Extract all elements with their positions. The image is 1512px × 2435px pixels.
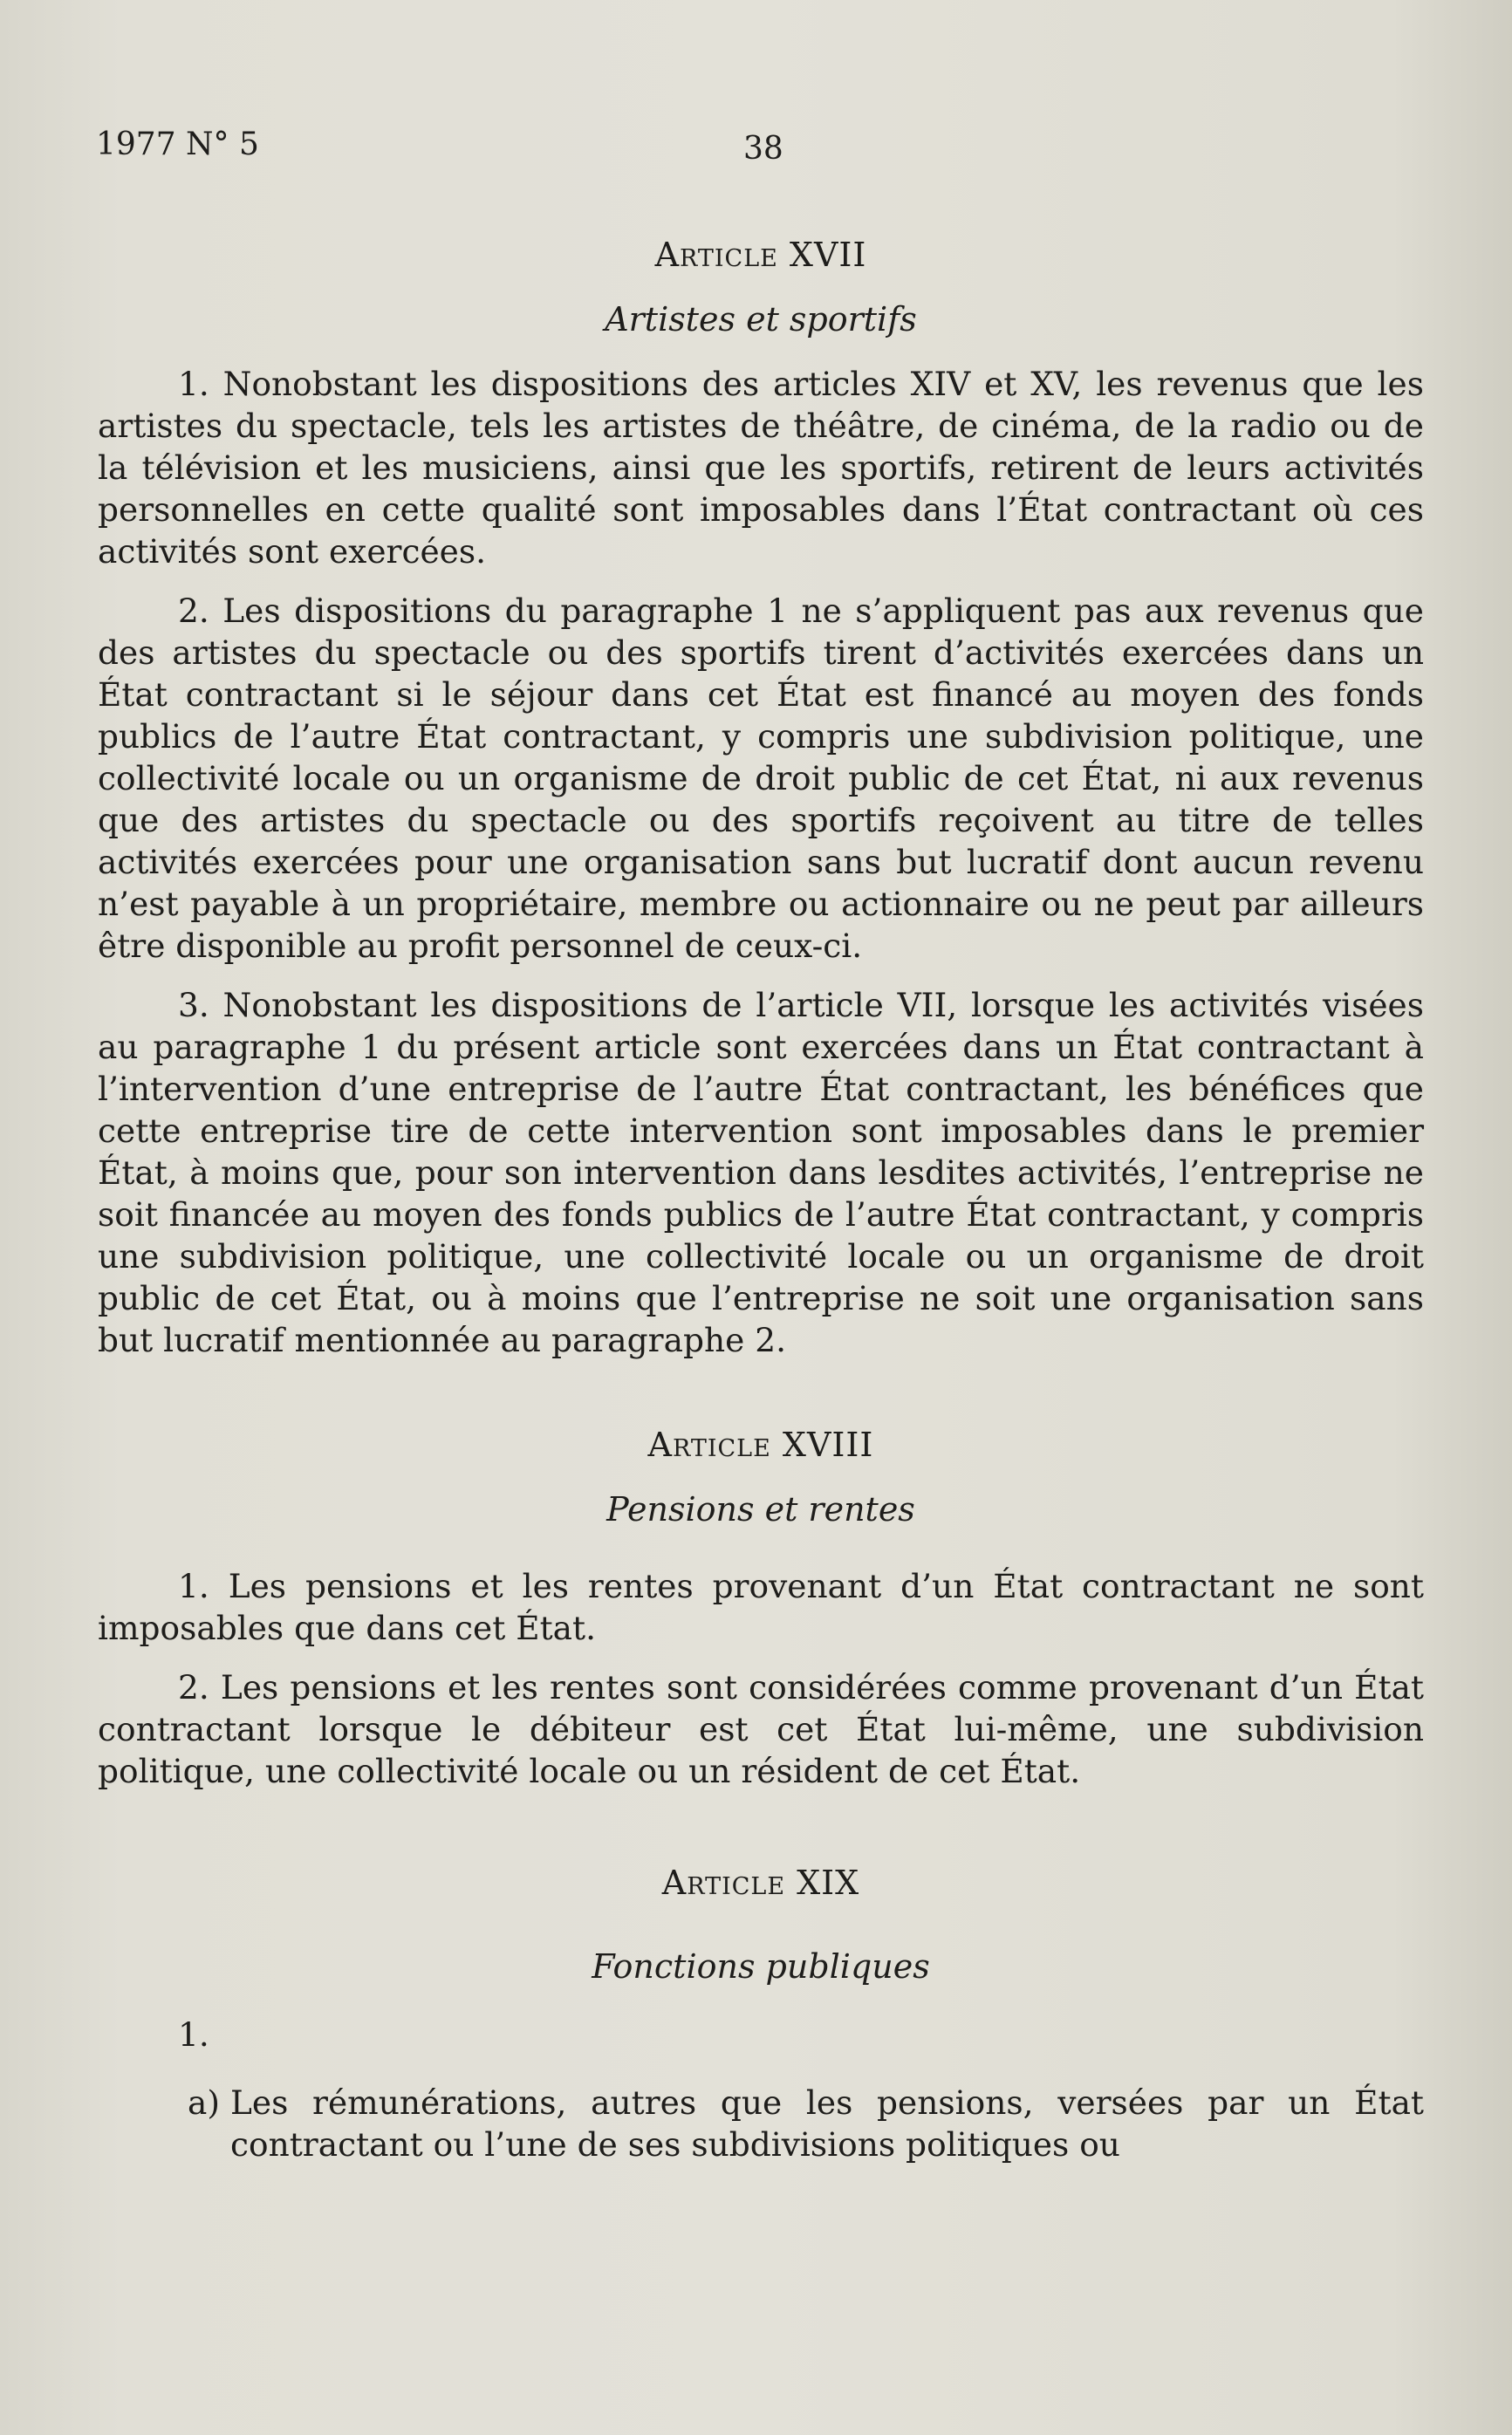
paragraph: 2. Les dispositions du paragraphe 1 ne s’appliquent pas aux revenus que des artistes du spectacle ou des sportifs tirent d’activités exercées dans un État contractant si le séjour dans cet État est financé au moyen des fonds publics de l’autre État contractant, y compris une subdivision politique, une collectivité locale ou un organisme de droit public de cet État, ni aux revenus que des artistes du spectacle ou des sportifs reçoivent au titre de telles activités exercées pour une organisation sans but lucratif dont aucun revenu n’est payable à un propriétaire, membre ou actionnaire ou ne peut par ailleurs être disponible au profit personnel de ceux-ci. xyxy=(98,592,1424,965)
page-header xyxy=(96,127,1422,179)
article-subtitle: Fonctions publiques xyxy=(592,1947,930,1986)
article-heading: Article XVII xyxy=(654,236,867,274)
year-number: 1977 N° 5 xyxy=(96,127,259,162)
article-heading: Article XVIII xyxy=(647,1426,874,1464)
paragraph: 1. Nonobstant les dispositions des articles XIV et XV, les revenus que les artistes du spectacle, tels les artistes de théâtre, de cinéma, de la radio ou de la télévision et les musiciens, ainsi que les sportifs, retirent de leurs activités personnelles en cette qualité sont imposables dans l’État contractant où ces activités sont exercées. xyxy=(98,365,1424,571)
item-number: 1. xyxy=(178,2015,209,2054)
article-heading: Article XIX xyxy=(661,1864,860,1902)
document-body xyxy=(98,234,1424,2165)
article-subtitle: Artistes et sportifs xyxy=(605,300,917,339)
page-number: 38 xyxy=(743,131,783,167)
paragraph: 3. Nonobstant les dispositions de l’article VII, lorsque les activités visées au paragraphe 1 du présent article sont exercées dans un État contractant à l’intervention d’une entreprise de l’autre État contractant, les bénéfices que cette entreprise tire de cette intervention sont imposables dans le premier État, à moins que, pour son intervention dans lesdites activités, l’entreprise ne soit financée au moyen des fonds publics de l’autre État contractant, y compris une subdivision politique, une collectivité locale ou un organisme de droit public de cet État, ou à moins que l’entreprise ne soit une organisation sans but lucratif mentionnée au paragraphe 2. xyxy=(98,986,1424,1359)
item-label: a) xyxy=(188,2083,220,2122)
list-item xyxy=(98,2082,1424,2165)
item-text: Les rémunérations, autres que les pensions, versées par un État contractant ou l’une de ses subdivisions politiques ou xyxy=(230,2083,1424,2164)
article-subtitle: Pensions et rentes xyxy=(606,1490,915,1529)
paragraph: 1. Les pensions et les rentes provenant d’un État contractant ne sont imposables que dans cet État. xyxy=(98,1567,1424,1647)
paragraph: 2. Les pensions et les rentes sont considérées comme provenant d’un État contractant lorsque le débiteur est cet État lui-même, une subdivision politique, une collectivité locale ou un résident de cet État. xyxy=(98,1668,1424,1790)
